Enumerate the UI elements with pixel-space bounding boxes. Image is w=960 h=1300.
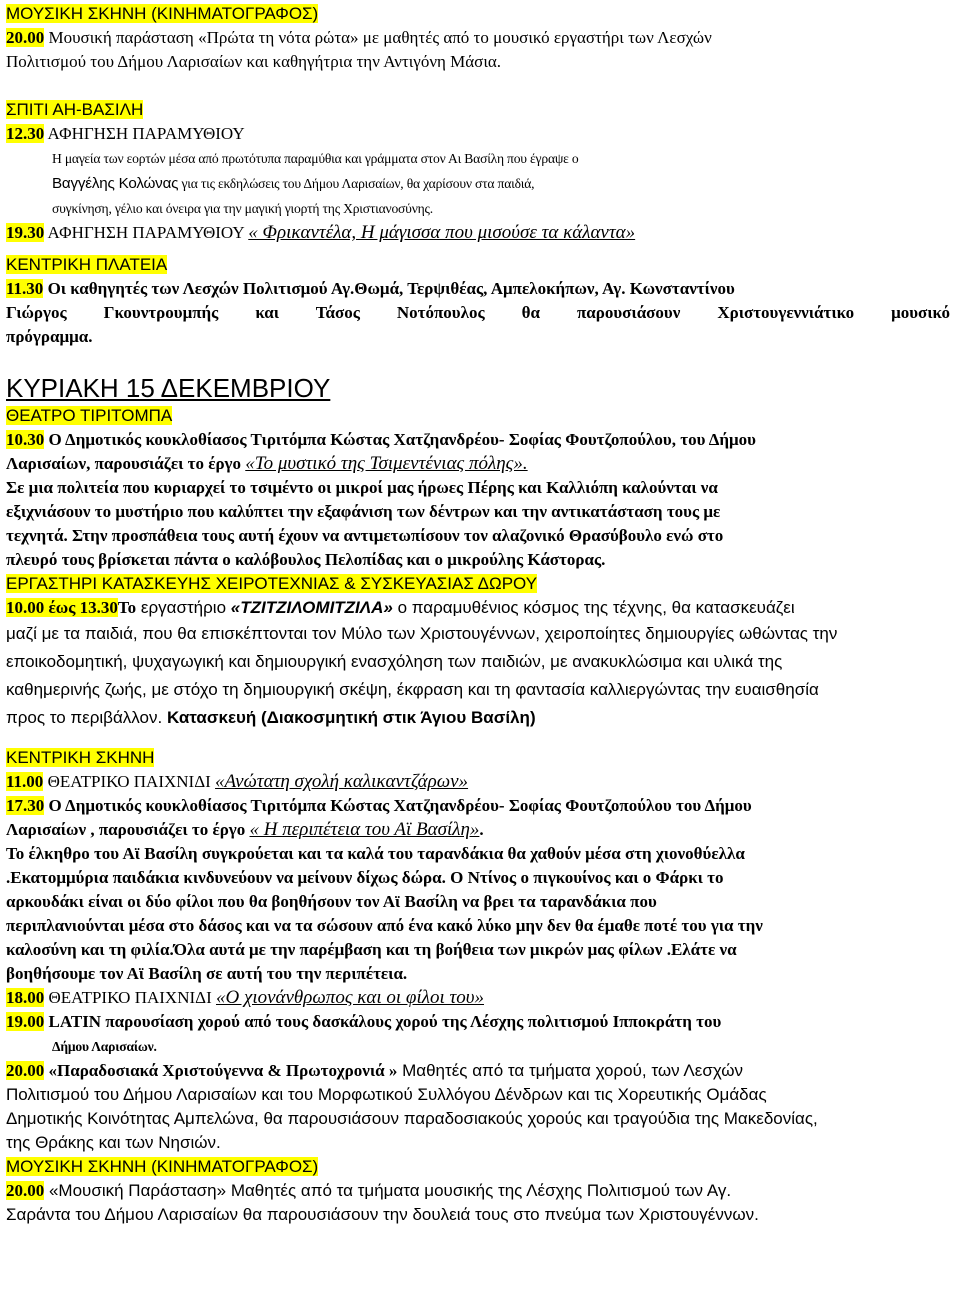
venue-label: ΚΕΝΤΡΙΚΗ ΠΛΑΤΕΙΑ bbox=[6, 255, 168, 274]
event-description bbox=[6, 866, 950, 890]
event-time: 11.00 bbox=[6, 772, 44, 791]
event-description bbox=[6, 524, 950, 548]
venue-heading bbox=[6, 746, 950, 770]
description-text: Σαράντα του Δήμου Λαρισαίων θα παρουσιάσουν την δουλειά τους στο πνεύμα των Χριστουγέννων. bbox=[6, 1205, 759, 1224]
description-text: Δημοτικής Κοινότητας Αμπελώνα, θα παρουσιάσουν παραδοσιακούς χορούς και τραγούδια της Μακεδονίας, bbox=[6, 1109, 818, 1128]
event-description bbox=[6, 476, 950, 500]
venue-heading bbox=[6, 98, 950, 122]
event-text: Λαρισαίων , παρουσιάζει το έργο bbox=[6, 820, 250, 839]
event-description bbox=[6, 704, 950, 732]
event-text: Λαρισαίων, παρουσιάζει το έργο bbox=[6, 454, 246, 473]
venue-label: ΣΠΙΤΙ ΑΗ-ΒΑΣΙΛΗ bbox=[6, 100, 144, 119]
event-time: 20.00 bbox=[6, 1181, 45, 1200]
event-title: ΑΦΗΓΗΣΗ ΠΑΡΑΜΥΘΙΟΥ bbox=[44, 124, 245, 143]
event-description bbox=[6, 196, 950, 221]
event-line bbox=[6, 770, 950, 794]
event-text: Το bbox=[117, 598, 137, 617]
play-title: «Ο χιονάνθρωπος και οι φίλοι του» bbox=[215, 987, 484, 1008]
event-description bbox=[6, 1083, 950, 1107]
event-description bbox=[6, 648, 950, 676]
venue-label: ΜΟΥΣΙΚΗ ΣΚΗΝΗ (ΚΙΝΗΜΑΤΟΓΡΑΦΟΣ) bbox=[6, 4, 319, 23]
venue-label: ΕΡΓΑΣΤΗΡΙ ΚΑΤΑΣΚΕΥΗΣ ΧΕΙΡΟΤΕΧΝΙΑΣ & ΣΥΣΚΕΥΑΣΙΑΣ ΔΩΡΟΥ bbox=[6, 574, 538, 593]
event-line bbox=[6, 122, 950, 146]
event-description bbox=[6, 842, 950, 866]
workshop-name: «ΤΖΙΤΖΙΛΟΜΙΤΖΙΛΑ» bbox=[230, 598, 393, 617]
event-time: 19.00 bbox=[6, 1012, 45, 1031]
event-line bbox=[6, 794, 950, 818]
venue-heading bbox=[6, 253, 950, 277]
event-text: ο παραμυθένιος κόσμος της τέχνης, θα κατασκευάζει bbox=[392, 598, 795, 617]
description-text: Σε μια πολιτεία που κυριαρχεί το τσιμέντο οι μικροί μας ήρωες Πέρης και Καλλιόπη καλούνται να bbox=[6, 478, 718, 497]
event-description bbox=[6, 171, 950, 196]
play-title: «Ανώτατη σχολή καλικαντζάρων» bbox=[215, 771, 469, 792]
description-text: μαζί με τα παιδιά, που θα επισκέπτονται τον Μύλο των Χριστουγέννων, χειροποίητες δημιουργίες ωθώντας την bbox=[6, 624, 838, 643]
day-heading: ΚΥΡΙΑΚΗ 15 ΔΕΚΕΜΒΡΙΟΥ bbox=[6, 373, 331, 403]
event-line bbox=[6, 1034, 950, 1059]
event-text: Μουσική παράσταση «Πρώτα τη νότα ρώτα» με μαθητές από το μουσικό εργαστήρι των Λεσχών bbox=[44, 28, 712, 47]
event-description bbox=[6, 676, 950, 704]
event-line bbox=[6, 428, 950, 452]
event-line bbox=[6, 452, 950, 476]
event-text: . bbox=[479, 820, 484, 839]
event-text: Οι καθηγητές των Λεσχών Πολιτισμού Αγ.Θωμά, Τερψιθέας, Αμπελοκήπων, Αγ. Κωνσταντίνου bbox=[43, 279, 735, 298]
event-description bbox=[6, 890, 950, 914]
description-text: αρκουδάκι είναι οι δύο φίλοι που θα βοηθήσουν τον Αϊ Βασίλη να βρει τα ταρανδάκια που bbox=[6, 892, 657, 911]
event-text: Ο Δημοτικός κουκλοθίασος Τιριτόμπα Κώστας Χατζηανδρέου- Σοφίας Φουτζοπούλου του Δήμου bbox=[44, 796, 752, 815]
event-text: πρόγραμμα. bbox=[6, 327, 93, 346]
description-text: τεχνητά. Στην προσπάθεια τους αυτή έχουν να αντιμετωπίσουν τον αλαζονικό Θρασύβουλο ενώ στο bbox=[6, 526, 724, 545]
event-time: 18.00 bbox=[6, 988, 45, 1007]
event-description bbox=[6, 620, 950, 648]
venue-heading bbox=[6, 2, 950, 26]
description-text: προς το περιβάλλον. bbox=[6, 708, 167, 727]
event-title: «Παραδοσιακά Χριστούγεννα & Πρωτοχρονιά » bbox=[44, 1061, 398, 1080]
event-line bbox=[6, 1059, 950, 1083]
event-description bbox=[6, 1107, 950, 1131]
story-title: « Φρικαντέλα, Η μάγισσα που μισούσε τα κάλαντα» bbox=[248, 222, 636, 243]
event-line bbox=[6, 818, 950, 842]
description-text: βοηθήσουμε τον Αϊ Βασίλη σε αυτή του την περιπέτεια. bbox=[6, 964, 408, 983]
description-text: .Εκατομμύρια παιδάκια κινδυνεύουν να μείνουν δίχως δώρα. Ο Ντίνος ο πιγκουίνος και ο Φάρκι το bbox=[6, 868, 724, 887]
event-text: LATIN παρουσίαση χορού από τους δασκάλους χορού της Λέσχης πολιτισμού Ιπποκράτη του bbox=[44, 1012, 722, 1031]
event-text: Πολιτισμού του Δήμου Λαρισαίων και καθηγήτρια την Αντιγόνη Μάσια. bbox=[6, 52, 502, 71]
venue-heading bbox=[6, 572, 950, 596]
event-line bbox=[6, 986, 950, 1010]
venue-heading bbox=[6, 1155, 950, 1179]
description-text: εποικοδομητική, ψυχαγωγική και δημιουργική ενασχόληση των παιδιών, με ανακυκλώσιμα και υλικά της bbox=[6, 652, 783, 671]
event-time: 20.00 bbox=[6, 1061, 45, 1080]
event-description bbox=[6, 548, 950, 572]
event-description bbox=[6, 1203, 950, 1227]
event-time: 17.30 bbox=[6, 796, 45, 815]
event-description bbox=[6, 962, 950, 986]
event-time: 20.00 bbox=[6, 28, 45, 47]
event-description bbox=[6, 500, 950, 524]
event-line bbox=[6, 325, 950, 349]
event-line bbox=[6, 1010, 950, 1034]
venue-label: ΚΕΝΤΡΙΚΗ ΣΚΗΝΗ bbox=[6, 748, 155, 767]
description-text: καλοσύνη και τη φιλία.Όλα αυτά με την παρέμβαση και τη βοήθεια των μικρών μας φίλων .Ελάτε να bbox=[6, 940, 737, 959]
event-text: Μαθητές από τα τμήματα μουσικής της Λέσχης Πολιτισμού των Αγ. bbox=[226, 1181, 732, 1200]
description-text: Κατασκευή (Διακοσμητική στικ Άγιου Βασίλη) bbox=[166, 708, 536, 727]
description-text: καθημερινής ζωής, με στόχο τη δημιουργική σκέψη, έκφραση και τη φαντασία καλλιεργώντας την ευαισθησία bbox=[6, 680, 819, 699]
description-text: της Θράκης και των Νησιών. bbox=[6, 1133, 221, 1152]
event-text: Γιώργος Γκουντρουμπής και Τάσος Νοτόπουλος θα παρουσιάσουν Χριστουγεννιάτικο μουσικό bbox=[6, 303, 950, 322]
event-description bbox=[6, 1131, 950, 1155]
event-description bbox=[6, 914, 950, 938]
description-text: για τις εκδηλώσεις του Δήμου Λαρισαίων, θα χαρίσουν στα παιδιά, bbox=[178, 176, 535, 191]
event-title: ΘΕΑΤΡΙΚΟ ΠΑΙΧΝΙΔΙ bbox=[43, 772, 216, 791]
event-title: ΑΦΗΓΗΣΗ ΠΑΡΑΜΥΘΙΟΥ bbox=[44, 223, 249, 242]
event-time: 12.30 bbox=[6, 124, 45, 143]
venue-heading bbox=[6, 404, 950, 428]
event-text: Μαθητές από τα τμήματα χορού, των Λεσχών bbox=[397, 1061, 744, 1080]
venue-label: ΘΕΑΤΡΟ ΤΙΡΙΤΟΜΠΑ bbox=[6, 406, 173, 425]
venue-label: ΜΟΥΣΙΚΗ ΣΚΗΝΗ (ΚΙΝΗΜΑΤΟΓΡΑΦΟΣ) bbox=[6, 1157, 319, 1176]
event-line bbox=[6, 301, 950, 325]
description-text: Πολιτισμού του Δήμου Λαρισαίων και του Μορφωτικού Συλλόγου Δένδρων και τις Χορευτικής Ομάδας bbox=[6, 1085, 767, 1104]
event-line bbox=[6, 26, 950, 50]
description-text: εξιχνιάσουν το μυστήριο που καλύπτει την εξαφάνιση των δέντρων και την αντικατάσταση τους με bbox=[6, 502, 721, 521]
event-text: Δήμου Λαρισαίων. bbox=[52, 1039, 157, 1054]
event-line bbox=[6, 221, 950, 245]
event-line bbox=[6, 1179, 950, 1203]
event-time: 11.30 bbox=[6, 279, 44, 298]
event-text: Ο Δημοτικός κουκλοθίασος Τιριτόμπα Κώστας Χατζηανδρέου- Σοφίας Φουτζοπούλου, του Δήμου bbox=[44, 430, 756, 449]
event-line bbox=[6, 50, 950, 74]
description-text: Το έλκηθρο του Αϊ Βασίλη συγκρούεται και τα καλά του ταρανδάκια θα χαθούν μέσα στη χιονοθύελλα bbox=[6, 844, 745, 863]
play-title: «Το μυστικό της Τσιμεντένιας πόλης». bbox=[245, 453, 528, 474]
event-line bbox=[6, 596, 950, 620]
description-text: συγκίνηση, γέλιο και όνειρα για την μαγική γιορτή της Χριστιανοσύνης. bbox=[52, 201, 433, 216]
description-text: Η μαγεία των εορτών μέσα από πρωτότυπα παραμύθια και γράμματα στον Αι Βασίλη που έγραψε ο bbox=[52, 151, 579, 166]
event-time: 19.30 bbox=[6, 223, 45, 242]
event-title: ΘΕΑΤΡΙΚΟ ΠΑΙΧΝΙΔΙ bbox=[44, 988, 216, 1007]
event-description bbox=[6, 938, 950, 962]
event-title: «Μουσική Παράσταση» bbox=[44, 1181, 227, 1200]
event-description bbox=[6, 146, 950, 171]
description-text: πλευρό τους βρίσκεται πάντα ο καλόβουλος Πελοπίδας και ο μικρούλης Κάστορας. bbox=[6, 550, 606, 569]
event-time: 10.30 bbox=[6, 430, 45, 449]
event-text: εργαστήριο bbox=[136, 598, 231, 617]
play-title: « Η περιπέτεια του Αϊ Βασίλη» bbox=[249, 819, 480, 840]
description-text: περιπλανιούνται μέσα στο δάσος και να τα σώσουν από ένα κακό λύκο μην δεν θα έμαθε ποτέ του για την bbox=[6, 916, 763, 935]
event-time: 10.00 έως 13.30 bbox=[6, 598, 118, 617]
author-name: Βαγγέλης Κολώνας bbox=[52, 175, 179, 192]
event-line bbox=[6, 277, 950, 301]
